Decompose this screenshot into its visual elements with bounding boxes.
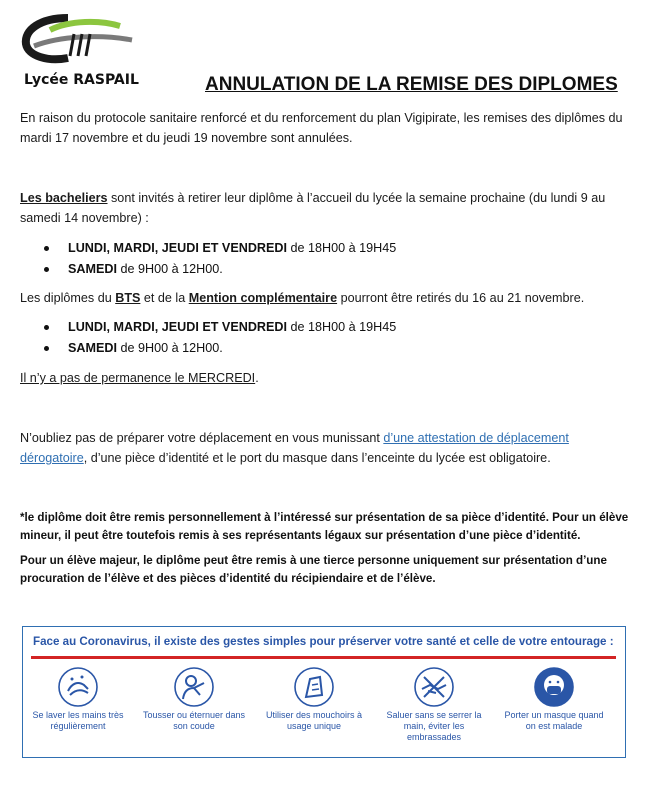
permanence-text: Il n’y a pas de permanence le MERCREDI: [20, 371, 256, 385]
banner-divider: [31, 656, 616, 659]
schedule-hours: de 18H00 à 19H45: [287, 241, 397, 255]
bullet-dot: [44, 346, 49, 351]
bts-schedule: [44, 317, 634, 359]
schedule-days: LUNDI, MARDI, JEUDI ET VENDREDI: [68, 320, 288, 334]
reminder-paragraph: [20, 428, 638, 468]
reminder-post: , d’une pièce d’identité et le port du masque dans l’enceinte du lycée est obligatoire.: [83, 451, 551, 465]
permanence-notice: [20, 368, 638, 388]
gesture-label: Saluer sans se serrer la main, éviter les embrassades: [386, 710, 482, 742]
bts-mid: et de la: [140, 291, 189, 305]
list-item: [44, 338, 634, 359]
page-title: ANNULATION DE LA REMISE DES DIPLOMES: [205, 74, 618, 95]
gesture-face-mask: [499, 667, 609, 732]
gesture-label: Utiliser des mouchoirs à usage unique: [265, 710, 363, 731]
schedule-hours: de 9H00 à 12H00.: [116, 262, 223, 276]
list-item: [44, 238, 634, 259]
schedule-days: SAMEDI: [68, 341, 117, 355]
reminder-pre: N’oubliez pas de préparer votre déplacement en vous munissant: [20, 431, 384, 445]
bts-pre: Les diplômes du: [20, 291, 116, 305]
bullet-dot: [44, 267, 49, 272]
gesture-cough-elbow: [139, 667, 249, 732]
list-item: [44, 317, 634, 338]
bts-label: BTS: [115, 291, 141, 305]
bacheliers-schedule: [44, 238, 634, 280]
personal-note: *le diplôme doit être remis personnellement à l’intéressé sur présentation de sa pièce d’identité. Pour un élève mineur, il peut être toutefois remis à ses représentants légaux sur présentation d’une pièce d’identité.: [20, 511, 629, 542]
tissue-icon: [294, 667, 334, 707]
no-handshake-icon: [414, 667, 454, 707]
school-logo: [20, 10, 150, 68]
schedule-hours: de 9H00 à 12H00.: [116, 341, 223, 355]
mention-label: Mention complémentaire: [188, 291, 338, 305]
bacheliers-lead: Les bacheliers: [20, 191, 108, 205]
intro-paragraph: En raison du protocole sanitaire renforcé et du renforcement du plan Vigipirate, les remises des diplômes du mardi 17 novembre et du jeudi 19 novembre sont annulées.: [20, 111, 623, 145]
coronavirus-banner: [22, 626, 626, 758]
banner-heading: Face au Coronavirus, il existe des gestes simples pour préserver votre santé et celle de votre entourage :: [33, 635, 614, 648]
gesture-label: Tousser ou éternuer dans son coude: [142, 710, 246, 731]
schedule-days: SAMEDI: [68, 262, 117, 276]
bts-post: pourront être retirés du 16 au 21 novembre.: [337, 291, 585, 305]
gesture-label: Porter un masque quand on est malade: [504, 710, 604, 731]
adult-note: Pour un élève majeur, le diplôme peut être remis à une tierce personne uniquement sur présentation d’une procuration de l’élève et des pièces d’identité du récipiendaire et de l’élève.: [20, 554, 607, 585]
list-item: [44, 259, 634, 280]
bacheliers-paragraph: [20, 188, 638, 228]
hand-washing-icon: [58, 667, 98, 707]
face-mask-icon: [534, 667, 574, 707]
gesture-hand-washing: [23, 667, 133, 732]
school-name: Lycée RASPAIL: [24, 72, 139, 88]
bullet-dot: [44, 325, 49, 330]
gesture-no-handshake: [379, 667, 489, 743]
bacheliers-text: sont invités à retirer leur diplôme à l’accueil du lycée la semaine prochaine (du lundi 9 au samedi 14 novembre) :: [20, 191, 606, 225]
bullet-dot: [44, 246, 49, 251]
schedule-days: LUNDI, MARDI, JEUDI ET VENDREDI: [68, 241, 288, 255]
gesture-tissue: [259, 667, 369, 732]
permanence-end: .: [255, 371, 259, 385]
gesture-label: Se laver les mains très régulièrement: [32, 710, 124, 731]
attestation-link[interactable]: d’une attestation de déplacement dérogatoire: [20, 431, 569, 465]
cough-elbow-icon: [174, 667, 214, 707]
schedule-hours: de 18H00 à 19H45: [287, 320, 397, 334]
bts-paragraph: [20, 288, 638, 308]
